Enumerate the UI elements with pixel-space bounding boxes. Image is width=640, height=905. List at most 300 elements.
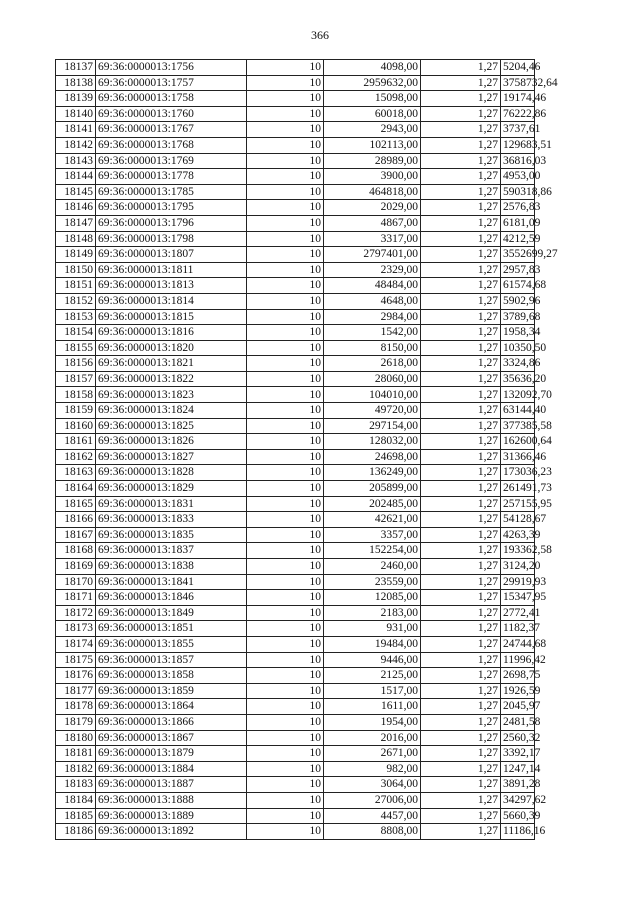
column-5-cell: 1,27 <box>421 449 501 465</box>
column-3-cell: 10 <box>247 387 324 403</box>
column-5-cell: 1,27 <box>421 652 501 668</box>
table-row <box>56 91 535 107</box>
cadastral-number-cell: 69:36:0000013:1795 <box>96 200 247 216</box>
column-6-cell: 261491,73 <box>501 481 535 497</box>
table-row <box>56 262 535 278</box>
column-4-cell: 19484,00 <box>324 636 421 652</box>
table-row <box>56 730 535 746</box>
cadastral-number-cell: 69:36:0000013:1811 <box>96 262 247 278</box>
column-6-cell: 132092,70 <box>501 387 535 403</box>
table-row <box>56 449 535 465</box>
table-row <box>56 137 535 153</box>
column-3-cell: 10 <box>247 184 324 200</box>
column-4-cell: 2029,00 <box>324 200 421 216</box>
column-6-cell: 3737,61 <box>501 122 535 138</box>
column-4-cell: 2943,00 <box>324 122 421 138</box>
row-number-cell: 18178 <box>56 699 96 715</box>
table-row <box>56 75 535 91</box>
column-5-cell: 1,27 <box>421 777 501 793</box>
records-table <box>55 59 558 840</box>
column-6-cell: 2560,32 <box>501 730 535 746</box>
cadastral-number-cell: 69:36:0000013:1768 <box>96 137 247 153</box>
table-row <box>56 792 535 808</box>
table-row <box>56 340 535 356</box>
column-5-cell: 1,27 <box>421 590 501 606</box>
cadastral-number-cell: 69:36:0000013:1822 <box>96 371 247 387</box>
column-4-cell: 9446,00 <box>324 652 421 668</box>
cadastral-number-cell: 69:36:0000013:1884 <box>96 761 247 777</box>
cadastral-number-cell: 69:36:0000013:1815 <box>96 309 247 325</box>
column-4-cell: 24698,00 <box>324 449 421 465</box>
row-number-cell: 18144 <box>56 169 96 185</box>
table-row <box>56 496 535 512</box>
row-number-cell: 18153 <box>56 309 96 325</box>
row-number-cell: 18139 <box>56 91 96 107</box>
column-5-cell: 1,27 <box>421 418 501 434</box>
column-4-cell: 28989,00 <box>324 153 421 169</box>
column-5-cell: 1,27 <box>421 824 501 840</box>
column-3-cell: 10 <box>247 278 324 294</box>
column-3-cell: 10 <box>247 605 324 621</box>
column-6-cell: 193362,58 <box>501 543 535 559</box>
table-row <box>56 777 535 793</box>
column-6-cell: 3789,68 <box>501 309 535 325</box>
column-5-cell: 1,27 <box>421 60 501 76</box>
cadastral-number-cell: 69:36:0000013:1858 <box>96 668 247 684</box>
column-6-cell: 162600,64 <box>501 434 535 450</box>
column-3-cell: 10 <box>247 75 324 91</box>
column-6-cell: 36816,03 <box>501 153 535 169</box>
row-number-cell: 18182 <box>56 761 96 777</box>
column-3-cell: 10 <box>247 371 324 387</box>
column-3-cell: 10 <box>247 574 324 590</box>
cadastral-number-cell: 69:36:0000013:1807 <box>96 247 247 263</box>
column-5-cell: 1,27 <box>421 621 501 637</box>
column-6-cell: 19174,46 <box>501 91 535 107</box>
column-6-cell: 2045,97 <box>501 699 535 715</box>
column-5-cell: 1,27 <box>421 371 501 387</box>
column-3-cell: 10 <box>247 730 324 746</box>
row-number-cell: 18145 <box>56 184 96 200</box>
row-number-cell: 18181 <box>56 746 96 762</box>
column-6-cell: 24744,68 <box>501 636 535 652</box>
table-row <box>56 636 535 652</box>
column-4-cell: 2618,00 <box>324 356 421 372</box>
column-4-cell: 12085,00 <box>324 590 421 606</box>
column-4-cell: 3900,00 <box>324 169 421 185</box>
column-5-cell: 1,27 <box>421 792 501 808</box>
table-row <box>56 808 535 824</box>
table-row <box>56 247 535 263</box>
column-3-cell: 10 <box>247 512 324 528</box>
cadastral-number-cell: 69:36:0000013:1758 <box>96 91 247 107</box>
row-number-cell: 18146 <box>56 200 96 216</box>
column-6-cell: 6181,09 <box>501 215 535 231</box>
row-number-cell: 18166 <box>56 512 96 528</box>
column-5-cell: 1,27 <box>421 527 501 543</box>
column-5-cell: 1,27 <box>421 215 501 231</box>
table-row <box>56 481 535 497</box>
column-6-cell: 5204,46 <box>501 60 535 76</box>
column-4-cell: 982,00 <box>324 761 421 777</box>
column-4-cell: 297154,00 <box>324 418 421 434</box>
column-5-cell: 1,27 <box>421 683 501 699</box>
column-3-cell: 10 <box>247 761 324 777</box>
column-3-cell: 10 <box>247 325 324 341</box>
column-3-cell: 10 <box>247 122 324 138</box>
column-3-cell: 10 <box>247 418 324 434</box>
column-6-cell: 2698,75 <box>501 668 535 684</box>
column-4-cell: 27006,00 <box>324 792 421 808</box>
column-5-cell: 1,27 <box>421 512 501 528</box>
cadastral-number-cell: 69:36:0000013:1889 <box>96 808 247 824</box>
row-number-cell: 18183 <box>56 777 96 793</box>
cadastral-number-cell: 69:36:0000013:1816 <box>96 325 247 341</box>
table-row <box>56 746 535 762</box>
cadastral-number-cell: 69:36:0000013:1835 <box>96 527 247 543</box>
row-number-cell: 18138 <box>56 75 96 91</box>
row-number-cell: 18152 <box>56 293 96 309</box>
column-4-cell: 104010,00 <box>324 387 421 403</box>
column-6-cell: 4212,59 <box>501 231 535 247</box>
column-5-cell: 1,27 <box>421 169 501 185</box>
column-5-cell: 1,27 <box>421 387 501 403</box>
table-row <box>56 512 535 528</box>
cadastral-number-cell: 69:36:0000013:1892 <box>96 824 247 840</box>
column-3-cell: 10 <box>247 543 324 559</box>
column-3-cell: 10 <box>247 792 324 808</box>
column-4-cell: 2984,00 <box>324 309 421 325</box>
table-row <box>56 169 535 185</box>
column-3-cell: 10 <box>247 824 324 840</box>
row-number-cell: 18141 <box>56 122 96 138</box>
row-number-cell: 18150 <box>56 262 96 278</box>
cadastral-number-cell: 69:36:0000013:1855 <box>96 636 247 652</box>
column-3-cell: 10 <box>247 309 324 325</box>
cadastral-number-cell: 69:36:0000013:1826 <box>96 434 247 450</box>
column-3-cell: 10 <box>247 434 324 450</box>
cadastral-number-cell: 69:36:0000013:1887 <box>96 777 247 793</box>
cadastral-number-cell: 69:36:0000013:1778 <box>96 169 247 185</box>
table-row <box>56 559 535 575</box>
table-row <box>56 434 535 450</box>
table-row <box>56 60 535 76</box>
cadastral-number-cell: 69:36:0000013:1823 <box>96 387 247 403</box>
cadastral-number-cell: 69:36:0000013:1857 <box>96 652 247 668</box>
column-6-cell: 15347,95 <box>501 590 535 606</box>
column-3-cell: 10 <box>247 621 324 637</box>
row-number-cell: 18169 <box>56 559 96 575</box>
cadastral-number-cell: 69:36:0000013:1831 <box>96 496 247 512</box>
row-number-cell: 18142 <box>56 137 96 153</box>
table-row <box>56 605 535 621</box>
column-5-cell: 1,27 <box>421 91 501 107</box>
cadastral-number-cell: 69:36:0000013:1828 <box>96 465 247 481</box>
column-5-cell: 1,27 <box>421 699 501 715</box>
cadastral-number-cell: 69:36:0000013:1849 <box>96 605 247 621</box>
column-4-cell: 931,00 <box>324 621 421 637</box>
column-4-cell: 1954,00 <box>324 714 421 730</box>
column-6-cell: 5902,96 <box>501 293 535 309</box>
table-row <box>56 278 535 294</box>
row-number-cell: 18173 <box>56 621 96 637</box>
column-3-cell: 10 <box>247 153 324 169</box>
column-3-cell: 10 <box>247 808 324 824</box>
column-5-cell: 1,27 <box>421 262 501 278</box>
column-3-cell: 10 <box>247 527 324 543</box>
column-6-cell: 2481,58 <box>501 714 535 730</box>
row-number-cell: 18180 <box>56 730 96 746</box>
cadastral-number-cell: 69:36:0000013:1814 <box>96 293 247 309</box>
table-row <box>56 465 535 481</box>
column-5-cell: 1,27 <box>421 496 501 512</box>
column-3-cell: 10 <box>247 231 324 247</box>
column-5-cell: 1,27 <box>421 714 501 730</box>
column-3-cell: 10 <box>247 60 324 76</box>
column-3-cell: 10 <box>247 636 324 652</box>
cadastral-number-cell: 69:36:0000013:1767 <box>96 122 247 138</box>
column-6-cell: 1958,34 <box>501 325 535 341</box>
column-6-cell: 4263,39 <box>501 527 535 543</box>
cadastral-number-cell: 69:36:0000013:1851 <box>96 621 247 637</box>
cadastral-number-cell: 69:36:0000013:1820 <box>96 340 247 356</box>
column-4-cell: 60018,00 <box>324 106 421 122</box>
table-row <box>56 403 535 419</box>
table-row <box>56 418 535 434</box>
cadastral-number-cell: 69:36:0000013:1769 <box>96 153 247 169</box>
column-6-cell: 173036,23 <box>501 465 535 481</box>
cadastral-number-cell: 69:36:0000013:1888 <box>96 792 247 808</box>
row-number-cell: 18171 <box>56 590 96 606</box>
row-number-cell: 18156 <box>56 356 96 372</box>
row-number-cell: 18147 <box>56 215 96 231</box>
column-6-cell: 10350,50 <box>501 340 535 356</box>
column-5-cell: 1,27 <box>421 122 501 138</box>
column-4-cell: 48484,00 <box>324 278 421 294</box>
row-number-cell: 18155 <box>56 340 96 356</box>
column-6-cell: 3891,28 <box>501 777 535 793</box>
cadastral-number-cell: 69:36:0000013:1864 <box>96 699 247 715</box>
column-3-cell: 10 <box>247 293 324 309</box>
table-row <box>56 621 535 637</box>
cadastral-number-cell: 69:36:0000013:1825 <box>96 418 247 434</box>
column-6-cell: 29919,93 <box>501 574 535 590</box>
column-3-cell: 10 <box>247 559 324 575</box>
column-6-cell: 11996,42 <box>501 652 535 668</box>
cadastral-number-cell: 69:36:0000013:1841 <box>96 574 247 590</box>
column-5-cell: 1,27 <box>421 356 501 372</box>
column-3-cell: 10 <box>247 200 324 216</box>
table-row <box>56 293 535 309</box>
column-6-cell: 2957,83 <box>501 262 535 278</box>
column-6-cell: 4953,00 <box>501 169 535 185</box>
column-6-cell: 54128,67 <box>501 512 535 528</box>
row-number-cell: 18185 <box>56 808 96 824</box>
table-row <box>56 184 535 200</box>
column-4-cell: 8150,00 <box>324 340 421 356</box>
column-5-cell: 1,27 <box>421 668 501 684</box>
records-table-body <box>56 60 558 840</box>
column-5-cell: 1,27 <box>421 403 501 419</box>
column-6-cell: 2772,41 <box>501 605 535 621</box>
row-number-cell: 18157 <box>56 371 96 387</box>
column-3-cell: 10 <box>247 699 324 715</box>
row-number-cell: 18168 <box>56 543 96 559</box>
column-6-cell: 61574,68 <box>501 278 535 294</box>
column-6-cell: 63144,40 <box>501 403 535 419</box>
row-number-cell: 18162 <box>56 449 96 465</box>
row-number-cell: 18164 <box>56 481 96 497</box>
table-row <box>56 231 535 247</box>
column-5-cell: 1,27 <box>421 574 501 590</box>
cadastral-number-cell: 69:36:0000013:1757 <box>96 75 247 91</box>
column-3-cell: 10 <box>247 683 324 699</box>
column-5-cell: 1,27 <box>421 761 501 777</box>
column-5-cell: 1,27 <box>421 340 501 356</box>
cadastral-number-cell: 69:36:0000013:1838 <box>96 559 247 575</box>
row-number-cell: 18159 <box>56 403 96 419</box>
table-row <box>56 527 535 543</box>
page-number: 366 <box>311 28 329 42</box>
table-row <box>56 200 535 216</box>
column-5-cell: 1,27 <box>421 434 501 450</box>
table-row <box>56 309 535 325</box>
column-5-cell: 1,27 <box>421 808 501 824</box>
cadastral-number-cell: 69:36:0000013:1859 <box>96 683 247 699</box>
column-4-cell: 4457,00 <box>324 808 421 824</box>
column-5-cell: 1,27 <box>421 636 501 652</box>
column-6-cell: 5660,39 <box>501 808 535 824</box>
row-number-cell: 18149 <box>56 247 96 263</box>
column-3-cell: 10 <box>247 247 324 263</box>
column-6-cell: 1247,14 <box>501 761 535 777</box>
column-4-cell: 152254,00 <box>324 543 421 559</box>
column-5-cell: 1,27 <box>421 543 501 559</box>
table-row <box>56 106 535 122</box>
table-row <box>56 699 535 715</box>
column-3-cell: 10 <box>247 652 324 668</box>
row-number-cell: 18170 <box>56 574 96 590</box>
column-4-cell: 205899,00 <box>324 481 421 497</box>
row-number-cell: 18177 <box>56 683 96 699</box>
row-number-cell: 18140 <box>56 106 96 122</box>
column-4-cell: 4867,00 <box>324 215 421 231</box>
row-number-cell: 18175 <box>56 652 96 668</box>
column-3-cell: 10 <box>247 496 324 512</box>
table-row <box>56 652 535 668</box>
column-5-cell: 1,27 <box>421 746 501 762</box>
row-number-cell: 18176 <box>56 668 96 684</box>
column-4-cell: 202485,00 <box>324 496 421 512</box>
column-4-cell: 15098,00 <box>324 91 421 107</box>
column-6-cell: 34297,62 <box>501 792 535 808</box>
table-row <box>56 761 535 777</box>
cadastral-number-cell: 69:36:0000013:1760 <box>96 106 247 122</box>
column-3-cell: 10 <box>247 449 324 465</box>
column-4-cell: 2125,00 <box>324 668 421 684</box>
column-4-cell: 2460,00 <box>324 559 421 575</box>
column-4-cell: 49720,00 <box>324 403 421 419</box>
table-row <box>56 543 535 559</box>
row-number-cell: 18172 <box>56 605 96 621</box>
column-5-cell: 1,27 <box>421 481 501 497</box>
column-6-cell: 257155,95 <box>501 496 535 512</box>
column-6-cell: 76222,86 <box>501 106 535 122</box>
cadastral-number-cell: 69:36:0000013:1824 <box>96 403 247 419</box>
row-number-cell: 18148 <box>56 231 96 247</box>
column-4-cell: 4098,00 <box>324 60 421 76</box>
row-number-cell: 18165 <box>56 496 96 512</box>
column-3-cell: 10 <box>247 403 324 419</box>
table-row <box>56 683 535 699</box>
column-3-cell: 10 <box>247 91 324 107</box>
cadastral-number-cell: 69:36:0000013:1813 <box>96 278 247 294</box>
column-3-cell: 10 <box>247 262 324 278</box>
cadastral-number-cell: 69:36:0000013:1829 <box>96 481 247 497</box>
column-3-cell: 10 <box>247 137 324 153</box>
column-6-cell: 3124,20 <box>501 559 535 575</box>
row-number-cell: 18163 <box>56 465 96 481</box>
column-3-cell: 10 <box>247 590 324 606</box>
column-4-cell: 3317,00 <box>324 231 421 247</box>
cadastral-number-cell: 69:36:0000013:1785 <box>96 184 247 200</box>
column-6-cell: 129683,51 <box>501 137 535 153</box>
column-6-cell: 1926,59 <box>501 683 535 699</box>
table-row <box>56 356 535 372</box>
column-4-cell: 2797401,00 <box>324 247 421 263</box>
column-5-cell: 1,27 <box>421 137 501 153</box>
row-number-cell: 18186 <box>56 824 96 840</box>
column-3-cell: 10 <box>247 106 324 122</box>
column-4-cell: 1611,00 <box>324 699 421 715</box>
column-4-cell: 136249,00 <box>324 465 421 481</box>
cadastral-number-cell: 69:36:0000013:1756 <box>96 60 247 76</box>
row-number-cell: 18160 <box>56 418 96 434</box>
table-row <box>56 668 535 684</box>
column-3-cell: 10 <box>247 340 324 356</box>
column-4-cell: 1517,00 <box>324 683 421 699</box>
column-3-cell: 10 <box>247 215 324 231</box>
column-3-cell: 10 <box>247 746 324 762</box>
column-6-cell: 590318,86 <box>501 184 535 200</box>
column-5-cell: 1,27 <box>421 278 501 294</box>
cadastral-number-cell: 69:36:0000013:1837 <box>96 543 247 559</box>
row-number-cell: 18161 <box>56 434 96 450</box>
column-4-cell: 2959632,00 <box>324 75 421 91</box>
column-5-cell: 1,27 <box>421 465 501 481</box>
column-4-cell: 2329,00 <box>324 262 421 278</box>
table-row <box>56 590 535 606</box>
cadastral-number-cell: 69:36:0000013:1867 <box>96 730 247 746</box>
row-number-cell: 18154 <box>56 325 96 341</box>
table-row <box>56 325 535 341</box>
column-5-cell: 1,27 <box>421 106 501 122</box>
column-3-cell: 10 <box>247 169 324 185</box>
row-number-cell: 18174 <box>56 636 96 652</box>
column-5-cell: 1,27 <box>421 559 501 575</box>
column-3-cell: 10 <box>247 356 324 372</box>
column-3-cell: 10 <box>247 668 324 684</box>
cadastral-number-cell: 69:36:0000013:1821 <box>96 356 247 372</box>
column-6-cell: 1182,37 <box>501 621 535 637</box>
column-4-cell: 3064,00 <box>324 777 421 793</box>
column-4-cell: 2016,00 <box>324 730 421 746</box>
row-number-cell: 18184 <box>56 792 96 808</box>
row-number-cell: 18158 <box>56 387 96 403</box>
row-number-cell: 18179 <box>56 714 96 730</box>
cadastral-number-cell: 69:36:0000013:1846 <box>96 590 247 606</box>
table-row <box>56 153 535 169</box>
